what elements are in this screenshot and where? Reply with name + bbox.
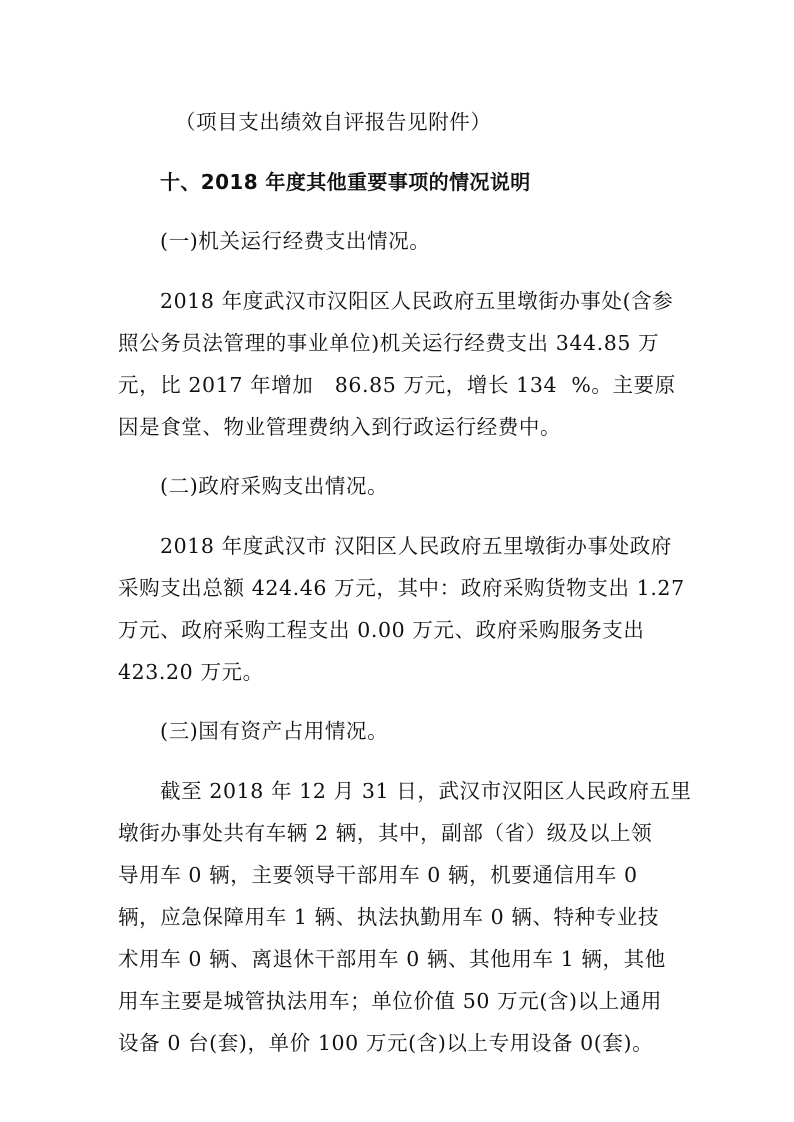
sub2-paragraph-line: 采购支出总额 424.46 万元，其中：政府采购货物支出 1.27 bbox=[118, 576, 685, 600]
sub-heading-1: (一)机关运行经费支出情况。 bbox=[160, 229, 431, 253]
sub1-paragraph-line: 因是食堂、物业管理费纳入到行政运行经费中。 bbox=[118, 415, 562, 439]
sub3-paragraph-line: 导用车 0 辆，主要领导干部用车 0 辆，机要通信用车 0 bbox=[118, 863, 638, 887]
sub-heading-2: (二)政府采购支出情况。 bbox=[160, 474, 389, 498]
sub1-paragraph-line: 2018 年度武汉市汉阳区人民政府五里墩街办事处(含参 bbox=[160, 289, 674, 313]
sub2-paragraph-line: 2018 年度武汉市 汉阳区人民政府五里墩街办事处政府 bbox=[160, 534, 672, 558]
section-title: 十、2018 年度其他重要事项的情况说明 bbox=[160, 170, 531, 194]
sub3-paragraph-line: 用车主要是城管执法用车；单位价值 50 万元(含)以上通用 bbox=[118, 989, 663, 1013]
sub2-paragraph-line: 423.20 万元。 bbox=[118, 660, 264, 684]
sub3-paragraph-line: 术用车 0 辆、离退休干部用车 0 辆、其他用车 1 辆，其他 bbox=[118, 947, 666, 971]
sub3-paragraph-line: 墩街办事处共有车辆 2 辆，其中，副部（省）级及以上领 bbox=[118, 821, 653, 845]
attachment-note: （项目支出绩效自评报告见附件） bbox=[175, 110, 492, 134]
sub1-paragraph-line: 元，比 2017 年增加 86.85 万元，增长 134 %。主要原 bbox=[118, 373, 676, 397]
sub2-paragraph-line: 万元、政府采购工程支出 0.00 万元、政府采购服务支出 bbox=[118, 618, 645, 642]
sub1-paragraph-line: 照公务员法管理的事业单位)机关运行经费支出 344.85 万 bbox=[118, 331, 660, 355]
sub3-paragraph-line: 辆，应急保障用车 1 辆、执法执勤用车 0 辆、特种专业技 bbox=[118, 905, 660, 929]
sub3-paragraph-line: 截至 2018 年 12 月 31 日，武汉市汉阳区人民政府五里 bbox=[160, 779, 692, 803]
sub-heading-3: (三)国有资产占用情况。 bbox=[160, 719, 389, 743]
sub3-paragraph-line: 设备 0 台(套)，单价 100 万元(含)以上专用设备 0(套)。 bbox=[118, 1031, 654, 1055]
